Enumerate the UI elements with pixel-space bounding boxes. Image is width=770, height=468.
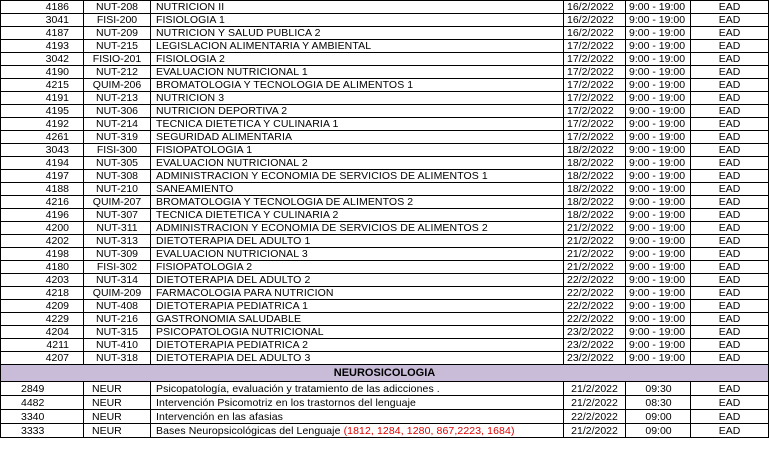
course-code: 4197: [1, 170, 84, 183]
exam-time: 9:00 - 19:00: [626, 222, 691, 235]
subject-code: NUT-313: [84, 235, 151, 248]
section-header-row: [1, 365, 769, 382]
exam-date: 18/2/2022: [564, 196, 626, 209]
course-code: 4215: [1, 79, 84, 92]
exam-time: 9:00 - 19:00: [626, 248, 691, 261]
table-row: [1, 66, 769, 79]
course-name: DIETOTERAPIA PEDIATRICA 2: [151, 339, 564, 352]
course-name: FISIOPATOLOGIA 2: [151, 261, 564, 274]
course-name: [151, 396, 564, 410]
course-code: 4229: [1, 313, 84, 326]
exam-time: 9:00 - 19:00: [626, 131, 691, 144]
subject-code: NUT-306: [84, 105, 151, 118]
table-row: [1, 235, 769, 248]
subject-code: NUT-212: [84, 66, 151, 79]
exam-mode: EAD: [691, 248, 769, 261]
table-row: [1, 144, 769, 157]
exam-date: 17/2/2022: [564, 66, 626, 79]
exam-date: 21/2/2022: [564, 248, 626, 261]
exam-mode: EAD: [691, 261, 769, 274]
exam-mode: EAD: [691, 40, 769, 53]
course-name: GASTRONOMIA SALUDABLE: [151, 313, 564, 326]
course-name: [151, 382, 564, 396]
exam-date: 17/2/2022: [564, 79, 626, 92]
course-code: 4211: [1, 339, 84, 352]
exam-mode: EAD: [691, 92, 769, 105]
table-row: [1, 157, 769, 170]
exam-mode: EAD: [691, 170, 769, 183]
exam-mode: EAD: [691, 79, 769, 92]
exam-mode: EAD: [691, 27, 769, 40]
exam-mode: EAD: [691, 313, 769, 326]
subject-code: NUT-410: [84, 339, 151, 352]
exam-time: 9:00 - 19:00: [626, 196, 691, 209]
table-row: [1, 131, 769, 144]
subject-code: NUT-314: [84, 274, 151, 287]
subject-code: NUT-318: [84, 352, 151, 365]
exam-time: 9:00 - 19:00: [626, 118, 691, 131]
course-name: SEGURIDAD ALIMENTARIA: [151, 131, 564, 144]
table-row: [1, 261, 769, 274]
exam-time: 9:00 - 19:00: [626, 261, 691, 274]
course-code: 4188: [1, 183, 84, 196]
exam-date: 17/2/2022: [564, 131, 626, 144]
schedule-body: [1, 1, 769, 365]
exam-mode: EAD: [691, 157, 769, 170]
table-row: [1, 1, 769, 14]
subject-code: NUT-209: [84, 27, 151, 40]
exam-mode: EAD: [691, 287, 769, 300]
exam-time: 09:30: [626, 382, 691, 396]
exam-mode: EAD: [691, 410, 769, 424]
table-row: [1, 79, 769, 92]
exam-date: 18/2/2022: [564, 183, 626, 196]
course-name: TECNICA DIETETICA Y CULINARIA 1: [151, 118, 564, 131]
exam-date: 17/2/2022: [564, 118, 626, 131]
neuro-body: [1, 382, 769, 438]
table-row: [1, 222, 769, 235]
course-name: EVALUACION NUTRICIONAL 1: [151, 66, 564, 79]
course-name: EVALUACION NUTRICIONAL 2: [151, 157, 564, 170]
exam-mode: EAD: [691, 209, 769, 222]
exam-mode: EAD: [691, 144, 769, 157]
table-row: [1, 209, 769, 222]
course-name: NUTRICION DEPORTIVA 2: [151, 105, 564, 118]
exam-time: 09:00: [626, 410, 691, 424]
course-code: 4204: [1, 326, 84, 339]
exam-time: 08:30: [626, 396, 691, 410]
table-row: [1, 170, 769, 183]
exam-mode: EAD: [691, 66, 769, 79]
exam-date: 23/2/2022: [564, 339, 626, 352]
exam-time: 9:00 - 19:00: [626, 79, 691, 92]
subject-code: FISIO-201: [84, 53, 151, 66]
course-code: 4207: [1, 352, 84, 365]
course-name: DIETOTERAPIA DEL ADULTO 2: [151, 274, 564, 287]
exam-date: 18/2/2022: [564, 170, 626, 183]
subject-code: NUT-308: [84, 170, 151, 183]
exam-mode: EAD: [691, 424, 769, 438]
subject-code: NEUR: [84, 396, 151, 410]
course-code: 4191: [1, 92, 84, 105]
exam-date: 17/2/2022: [564, 53, 626, 66]
subject-code: QUIM-207: [84, 196, 151, 209]
exam-date: 17/2/2022: [564, 105, 626, 118]
exam-date: 23/2/2022: [564, 326, 626, 339]
subject-code: NEUR: [84, 382, 151, 396]
exam-date: 16/2/2022: [564, 1, 626, 14]
exam-mode: EAD: [691, 300, 769, 313]
course-name: FISIOLOGIA 1: [151, 14, 564, 27]
exam-time: 9:00 - 19:00: [626, 66, 691, 79]
exam-date: 21/2/2022: [564, 396, 626, 410]
exam-date: 21/2/2022: [564, 424, 626, 438]
table-row: [1, 396, 769, 410]
exam-date: 18/2/2022: [564, 209, 626, 222]
exam-time: 9:00 - 19:00: [626, 300, 691, 313]
exam-date: 17/2/2022: [564, 92, 626, 105]
exam-mode: EAD: [691, 235, 769, 248]
course-code: 4187: [1, 27, 84, 40]
subject-code: FISI-200: [84, 14, 151, 27]
course-code: 4202: [1, 235, 84, 248]
course-name: FISIOPATOLOGIA 1: [151, 144, 564, 157]
course-code: 3340: [1, 410, 84, 424]
course-code: 3333: [1, 424, 84, 438]
exam-time: 09:00: [626, 424, 691, 438]
course-name-text: Intervención en las afasias: [156, 410, 284, 423]
subject-code: NUT-315: [84, 326, 151, 339]
course-name: PSICOPATOLOGIA NUTRICIONAL: [151, 326, 564, 339]
course-code: 3043: [1, 144, 84, 157]
exam-time: 9:00 - 19:00: [626, 209, 691, 222]
subject-code: FISI-300: [84, 144, 151, 157]
exam-time: 9:00 - 19:00: [626, 53, 691, 66]
course-code: 3042: [1, 53, 84, 66]
course-name: EVALUACION NUTRICIONAL 3: [151, 248, 564, 261]
exam-time: 9:00 - 19:00: [626, 235, 691, 248]
course-code: 4190: [1, 66, 84, 79]
course-code: 4193: [1, 40, 84, 53]
course-name: FARMACOLOGIA PARA NUTRICION: [151, 287, 564, 300]
subject-code: FISI-302: [84, 261, 151, 274]
course-name: ADMINISTRACION Y ECONOMIA DE SERVICIOS DE ALIMENTOS 1: [151, 170, 564, 183]
table-row: [1, 382, 769, 396]
exam-mode: EAD: [691, 196, 769, 209]
exam-date: 21/2/2022: [564, 382, 626, 396]
exam-time: 9:00 - 19:00: [626, 1, 691, 14]
exam-time: 9:00 - 19:00: [626, 14, 691, 27]
course-name: LEGISLACION ALIMENTARIA Y AMBIENTAL: [151, 40, 564, 53]
subject-code: NUT-319: [84, 131, 151, 144]
exam-time: 9:00 - 19:00: [626, 274, 691, 287]
course-code: 4198: [1, 248, 84, 261]
subject-code: NUT-408: [84, 300, 151, 313]
table-row: [1, 352, 769, 365]
table-row: [1, 287, 769, 300]
exam-date: 18/2/2022: [564, 157, 626, 170]
subject-code: NUT-311: [84, 222, 151, 235]
exam-date: 17/2/2022: [564, 40, 626, 53]
course-name: NUTRICION II: [151, 1, 564, 14]
table-row: [1, 105, 769, 118]
course-code: 4216: [1, 196, 84, 209]
table-row: [1, 424, 769, 438]
exam-time: 9:00 - 19:00: [626, 27, 691, 40]
exam-time: 9:00 - 19:00: [626, 339, 691, 352]
table-row: [1, 300, 769, 313]
course-code: 4192: [1, 118, 84, 131]
exam-mode: EAD: [691, 352, 769, 365]
exam-time: 9:00 - 19:00: [626, 92, 691, 105]
exam-date: 21/2/2022: [564, 261, 626, 274]
subject-code: NEUR: [84, 424, 151, 438]
exam-mode: EAD: [691, 1, 769, 14]
exam-date: 23/2/2022: [564, 352, 626, 365]
course-code: 4261: [1, 131, 84, 144]
subject-code: NUT-307: [84, 209, 151, 222]
course-name: SANEAMIENTO: [151, 183, 564, 196]
course-name: [151, 410, 564, 424]
table-row: [1, 410, 769, 424]
course-name-text: Bases Neuropsicológicas del Lenguaje: [156, 424, 344, 437]
exam-mode: EAD: [691, 183, 769, 196]
exam-time: 9:00 - 19:00: [626, 105, 691, 118]
subject-code: NUT-309: [84, 248, 151, 261]
course-name: BROMATOLOGIA Y TECNOLOGIA DE ALIMENTOS 1: [151, 79, 564, 92]
subject-code: QUIM-209: [84, 287, 151, 300]
table-row: [1, 313, 769, 326]
exam-mode: EAD: [691, 274, 769, 287]
table-row: [1, 27, 769, 40]
course-name: TECNICA DIETETICA Y CULINARIA 2: [151, 209, 564, 222]
subject-code: QUIM-206: [84, 79, 151, 92]
neuro-section: [1, 365, 769, 382]
exam-time: 9:00 - 19:00: [626, 170, 691, 183]
exam-mode: EAD: [691, 131, 769, 144]
exam-time: 9:00 - 19:00: [626, 183, 691, 196]
exam-mode: EAD: [691, 118, 769, 131]
subject-code: NUT-305: [84, 157, 151, 170]
course-code: 4196: [1, 209, 84, 222]
subject-code: NUT-213: [84, 92, 151, 105]
course-name: ADMINISTRACION Y ECONOMIA DE SERVICIOS DE ALIMENTOS 2: [151, 222, 564, 235]
course-code: 4209: [1, 300, 84, 313]
exam-time: 9:00 - 19:00: [626, 144, 691, 157]
course-code: 4194: [1, 157, 84, 170]
exam-time: 9:00 - 19:00: [626, 40, 691, 53]
course-code: 4203: [1, 274, 84, 287]
course-name-text: Psicopatología, evaluación y tratamiento de las adicciones .: [156, 382, 440, 395]
exam-time: 9:00 - 19:00: [626, 157, 691, 170]
course-name: NUTRICION 3: [151, 92, 564, 105]
course-code: 4482: [1, 396, 84, 410]
table-row: [1, 339, 769, 352]
subject-code: NUT-208: [84, 1, 151, 14]
exam-mode: EAD: [691, 326, 769, 339]
exam-mode: EAD: [691, 53, 769, 66]
course-name: DIETOTERAPIA PEDIATRICA 1: [151, 300, 564, 313]
course-name: NUTRICION Y SALUD PUBLICA 2: [151, 27, 564, 40]
course-name: FISIOLOGIA 2: [151, 53, 564, 66]
subject-code: NUT-216: [84, 313, 151, 326]
course-code: 3041: [1, 14, 84, 27]
table-row: [1, 92, 769, 105]
course-code: 4180: [1, 261, 84, 274]
exam-date: 22/2/2022: [564, 410, 626, 424]
course-code: 4200: [1, 222, 84, 235]
subject-code: NUT-210: [84, 183, 151, 196]
course-code: 4218: [1, 287, 84, 300]
table-row: [1, 196, 769, 209]
exam-date: 21/2/2022: [564, 222, 626, 235]
exam-time: 9:00 - 19:00: [626, 287, 691, 300]
course-codes-note: (1812, 1284, 1280, 867,2223, 1684): [343, 424, 515, 437]
table-row: [1, 274, 769, 287]
exam-mode: EAD: [691, 105, 769, 118]
exam-date: 16/2/2022: [564, 27, 626, 40]
course-name: [151, 424, 564, 438]
course-name: DIETOTERAPIA DEL ADULTO 3: [151, 352, 564, 365]
course-code: 4195: [1, 105, 84, 118]
exam-date: 22/2/2022: [564, 274, 626, 287]
exam-date: 22/2/2022: [564, 300, 626, 313]
exam-mode: EAD: [691, 382, 769, 396]
table-row: [1, 53, 769, 66]
table-row: [1, 118, 769, 131]
subject-code: NUT-214: [84, 118, 151, 131]
table-row: [1, 326, 769, 339]
table-row: [1, 183, 769, 196]
exam-mode: EAD: [691, 222, 769, 235]
section-title: NEUROSICOLOGIA: [1, 365, 769, 382]
course-code: 2849: [1, 382, 84, 396]
exam-mode: EAD: [691, 339, 769, 352]
exam-date: 18/2/2022: [564, 144, 626, 157]
subject-code: NUT-215: [84, 40, 151, 53]
table-row: [1, 248, 769, 261]
exam-mode: EAD: [691, 396, 769, 410]
exam-time: 9:00 - 19:00: [626, 352, 691, 365]
exam-date: 22/2/2022: [564, 287, 626, 300]
exam-time: 9:00 - 19:00: [626, 313, 691, 326]
exam-date: 16/2/2022: [564, 14, 626, 27]
exam-time: 9:00 - 19:00: [626, 326, 691, 339]
exam-mode: EAD: [691, 14, 769, 27]
course-code: 4186: [1, 1, 84, 14]
subject-code: NEUR: [84, 410, 151, 424]
table-row: [1, 40, 769, 53]
exam-date: 21/2/2022: [564, 235, 626, 248]
course-name: DIETOTERAPIA DEL ADULTO 1: [151, 235, 564, 248]
course-name: BROMATOLOGIA Y TECNOLOGIA DE ALIMENTOS 2: [151, 196, 564, 209]
table-row: [1, 14, 769, 27]
course-name-text: Intervención Psicomotriz en los trastornos del lenguaje: [156, 396, 416, 409]
exam-date: 22/2/2022: [564, 313, 626, 326]
